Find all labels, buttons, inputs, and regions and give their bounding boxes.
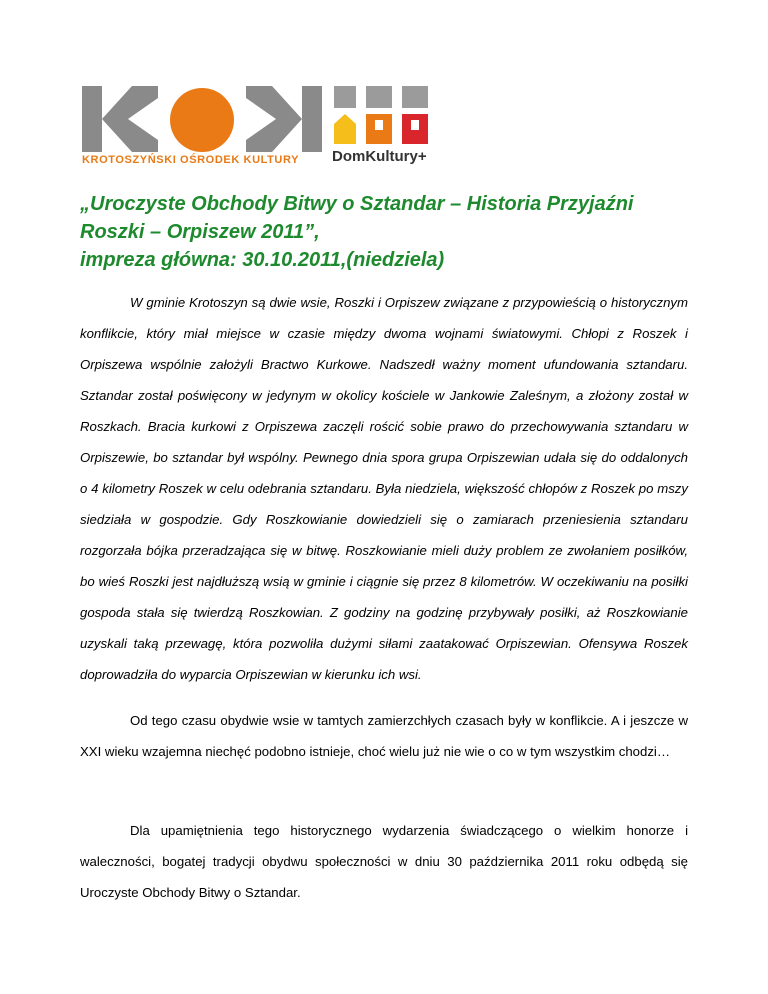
history-paragraph: W gminie Krotoszyn są dwie wsie, Roszki i Orpiszew związane z przypowieścią o historycznym konflikcie, który miał miejsce w czasie między dwoma wojnami światowymi. Chłopi z Roszek i Orpiszewa wspólnie założyli Bractwo Kurkowe. Nadszedł ważny moment ufundowania sztandaru. Sztandar został poświęcony w jedynym w okolicy kościele w Jankowie Zaleśnym, a złożony został w Roszkach. Bracia kurkowi z Orpiszewa zaczęli rościć sobie prawo do przechowywania sztandaru w Orpiszewie, bo sztandar był wspólny. Pewnego dnia spora grupa Orpiszewian udała się do oddalonych o 4 kilometry Roszek w celu odebrania sztandaru. Była niedziela, większość chłopów z Roszek po mszy siedziała w gospodzie. Gdy Roszkowianie dowiedzieli się o zamiarach przeniesienia sztandaru rozgorzała bójka przeradzająca się w bitwę. Roszkowianie mieli duży problem ze zwołaniem posiłków, bo wieś Roszki jest najdłuższą wsią w gminie i ciągnie się przez 8 kilometrów. W oczekiwaniu na posiłki gospoda stała się twierdzą Roszkowian. Z godziny na godzinę przybywały posiłki, aż Roszkowianie uzyskali taką przewagę, która pozwoliła dużymi siłami zaatakować Orpiszewian. Ofensywa Roszek doprowadziła do wyparcia Orpiszewian w kierunku ich wsi.: [80, 295, 688, 682]
kok-logo-graphic: [80, 84, 325, 154]
domkultury-logo-text: DomKultury+: [332, 148, 427, 165]
headline-line-2: Roszki – Orpiszew 2011”,: [80, 221, 320, 243]
kok-logo-text: KROTOSZYŃSKI OŚRODEK KULTURY: [82, 154, 300, 166]
event-headline: [80, 190, 700, 274]
header-logos: [80, 84, 440, 174]
headline-line-3: impreza główna: 30.10.2011,(niedziela): [80, 249, 445, 271]
headline-line-1: „Uroczyste Obchody Bitwy o Sztandar – Historia Przyjaźni: [80, 193, 634, 215]
commemoration-paragraph: Dla upamiętnienia tego historycznego wydarzenia świadczącego o wielkim honorze i waleczności, bogatej tradycji obydwu społeczności w dniu 30 października 2011 roku odbędą się Uroczyste Obchody Bitwy o Sztandar.: [80, 823, 688, 900]
domkultury-logo-graphic: [332, 84, 432, 146]
conflict-paragraph: Od tego czasu obydwie wsie w tamtych zamierzchłych czasach były w konflikcie. A i jeszcze w XXI wieku wzajemna niechęć podobno istnieje, choć wielu już nie wie o co w tym wszystkim chodzi…: [80, 713, 688, 759]
